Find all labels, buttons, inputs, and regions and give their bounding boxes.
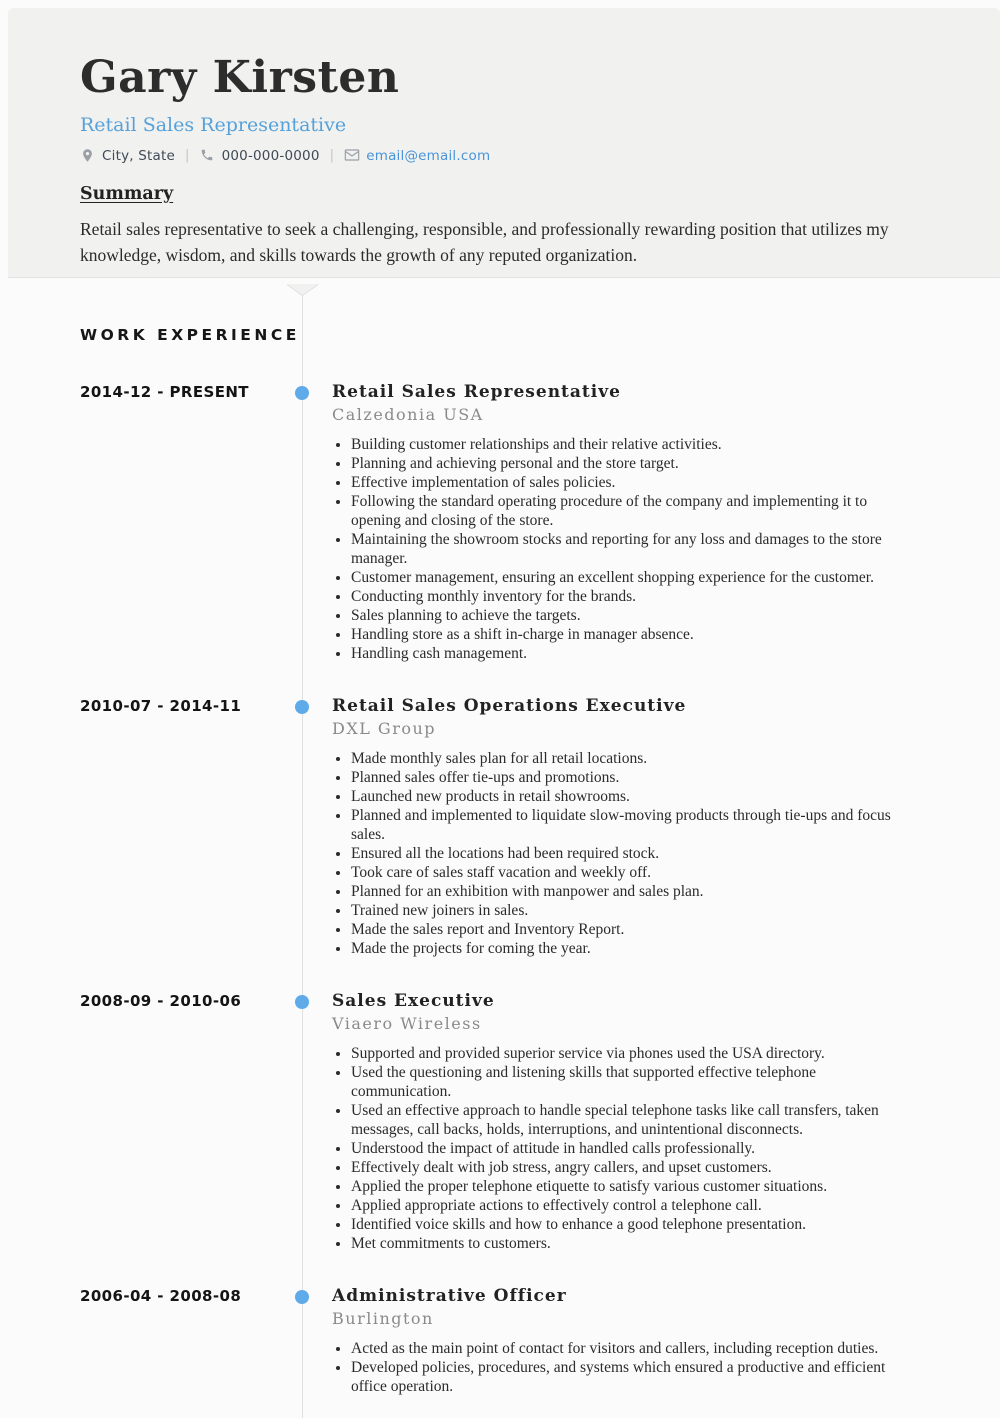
bullet-item: • Made the sales report and Inventory Report. (351, 920, 912, 939)
summary-heading: Summary (80, 183, 174, 204)
bullet-item: • Effective implementation of sales policies. (351, 473, 912, 492)
bullet-item: • Developed policies, procedures, and systems which ensured a productive and efficient office operation. (351, 1358, 912, 1396)
section-title: WORK EXPERIENCE (80, 326, 300, 344)
experience-entry (0, 696, 1000, 958)
contact-email (344, 148, 490, 164)
phone-icon (200, 148, 215, 163)
contact-separator: | (329, 148, 335, 164)
bullet-item: • Planned and implemented to liquidate slow-moving products through tie-ups and focus sales. (351, 806, 912, 844)
entry-dates: 2014-12 - PRESENT (80, 383, 249, 401)
entry-company: DXL Group (332, 719, 437, 738)
entry-company: Viaero Wireless (332, 1014, 482, 1033)
timeline-dot (295, 1290, 309, 1304)
timeline-dot (295, 995, 309, 1009)
bullet-item: • Handling store as a shift in-charge in manager absence. (351, 625, 912, 644)
bullet-item: • Planning and achieving personal and the store target. (351, 454, 912, 473)
experience-entries (0, 382, 1000, 1396)
bullet-item: • Launched new products in retail showrooms. (351, 787, 912, 806)
bullet-item: • Maintaining the showroom stocks and reporting for any loss and damages to the store manager. (351, 530, 912, 568)
resume-header (8, 8, 1000, 278)
timeline-dot (295, 700, 309, 714)
contact-phone-text: 000-000-0000 (221, 147, 320, 164)
entry-company: Calzedonia USA (332, 405, 484, 424)
work-experience-section (0, 278, 1000, 1396)
bullet-item: • Effectively dealt with job stress, angry callers, and upset customers. (351, 1158, 912, 1177)
envelope-icon (344, 148, 359, 163)
bullet-item: • Applied the proper telephone etiquette to satisfy various customer situations. (351, 1177, 912, 1196)
summary-text: Retail sales representative to seek a challenging, responsible, and professionally rewarding position that utilizes my knowledge, wisdom, and skills towards the growth of any reputed organization. (80, 218, 889, 265)
contact-row (80, 148, 928, 164)
entry-left-column (0, 382, 302, 663)
bullet-item: • Building customer relationships and their relative activities. (351, 435, 912, 454)
entry-bullet-list (332, 1044, 912, 1253)
bullet-item: • Sales planning to achieve the targets. (351, 606, 912, 625)
bullet-item: • Used the questioning and listening skills that supported effective telephone communication. (351, 1063, 912, 1101)
entry-job-title: Retail Sales Representative (332, 382, 621, 402)
entry-job-title: Sales Executive (332, 991, 495, 1011)
timeline-dot (295, 386, 309, 400)
entry-right-column (302, 696, 1000, 958)
bullet-item: • Trained new joiners in sales. (351, 901, 912, 920)
entry-left-column (0, 696, 302, 958)
contact-location-text: City, State (102, 147, 175, 164)
bullet-item: • Planned sales offer tie-ups and promotions. (351, 768, 912, 787)
entry-job-title: Administrative Officer (332, 1286, 567, 1306)
contact-location (80, 148, 175, 164)
bullet-item: • Ensured all the locations had been required stock. (351, 844, 912, 863)
bullet-item: • Supported and provided superior service via phones used the USA directory. (351, 1044, 912, 1063)
entry-right-column (302, 1286, 1000, 1396)
entry-dates: 2008-09 - 2010-06 (80, 992, 242, 1010)
entry-left-column (0, 991, 302, 1253)
entry-company: Burlington (332, 1309, 434, 1328)
entry-right-column (302, 382, 1000, 663)
bullet-item: • Customer management, ensuring an excellent shopping experience for the customer. (351, 568, 912, 587)
entry-left-column (0, 1286, 302, 1396)
experience-entry (0, 991, 1000, 1253)
bullet-item: • Made monthly sales plan for all retail locations. (351, 749, 912, 768)
experience-entry (0, 382, 1000, 663)
bullet-item: • Applied appropriate actions to effectively control a telephone call. (351, 1196, 912, 1215)
contact-separator: | (184, 148, 190, 164)
entry-bullet-list (332, 1339, 912, 1396)
bullet-item: • Took care of sales staff vacation and weekly off. (351, 863, 912, 882)
person-job-title: Retail Sales Representative (80, 113, 347, 136)
location-pin-icon (80, 148, 95, 163)
entry-dates: 2006-04 - 2008-08 (80, 1287, 242, 1305)
entry-job-title: Retail Sales Operations Executive (332, 696, 687, 716)
entry-right-column (302, 991, 1000, 1253)
entry-bullet-list (332, 749, 912, 958)
bullet-item: • Understood the impact of attitude in handled calls professionally. (351, 1139, 912, 1158)
bullet-item: • Handling cash management. (351, 644, 912, 663)
bullet-item: • Identified voice skills and how to enhance a good telephone presentation. (351, 1215, 912, 1234)
bullet-item: • Acted as the main point of contact for visitors and callers, including reception duties. (351, 1339, 912, 1358)
entry-bullet-list (332, 435, 912, 663)
bullet-item: • Met commitments to customers. (351, 1234, 912, 1253)
person-name: Gary Kirsten (80, 52, 400, 103)
bullet-item: • Conducting monthly inventory for the brands. (351, 587, 912, 606)
bullet-item: • Made the projects for coming the year. (351, 939, 912, 958)
contact-phone (200, 148, 320, 164)
bullet-item: • Planned for an exhibition with manpower and sales plan. (351, 882, 912, 901)
bullet-item: • Used an effective approach to handle special telephone tasks like call transfers, taken messages, call backs, holds, interruptions, and unintentional disconnects. (351, 1101, 912, 1139)
bullet-item: • Following the standard operating procedure of the company and implementing it to opening and closing of the store. (351, 492, 912, 530)
email-link[interactable]: email@email.com (366, 147, 491, 164)
experience-entry (0, 1286, 1000, 1396)
entry-dates: 2010-07 - 2014-11 (80, 697, 242, 715)
